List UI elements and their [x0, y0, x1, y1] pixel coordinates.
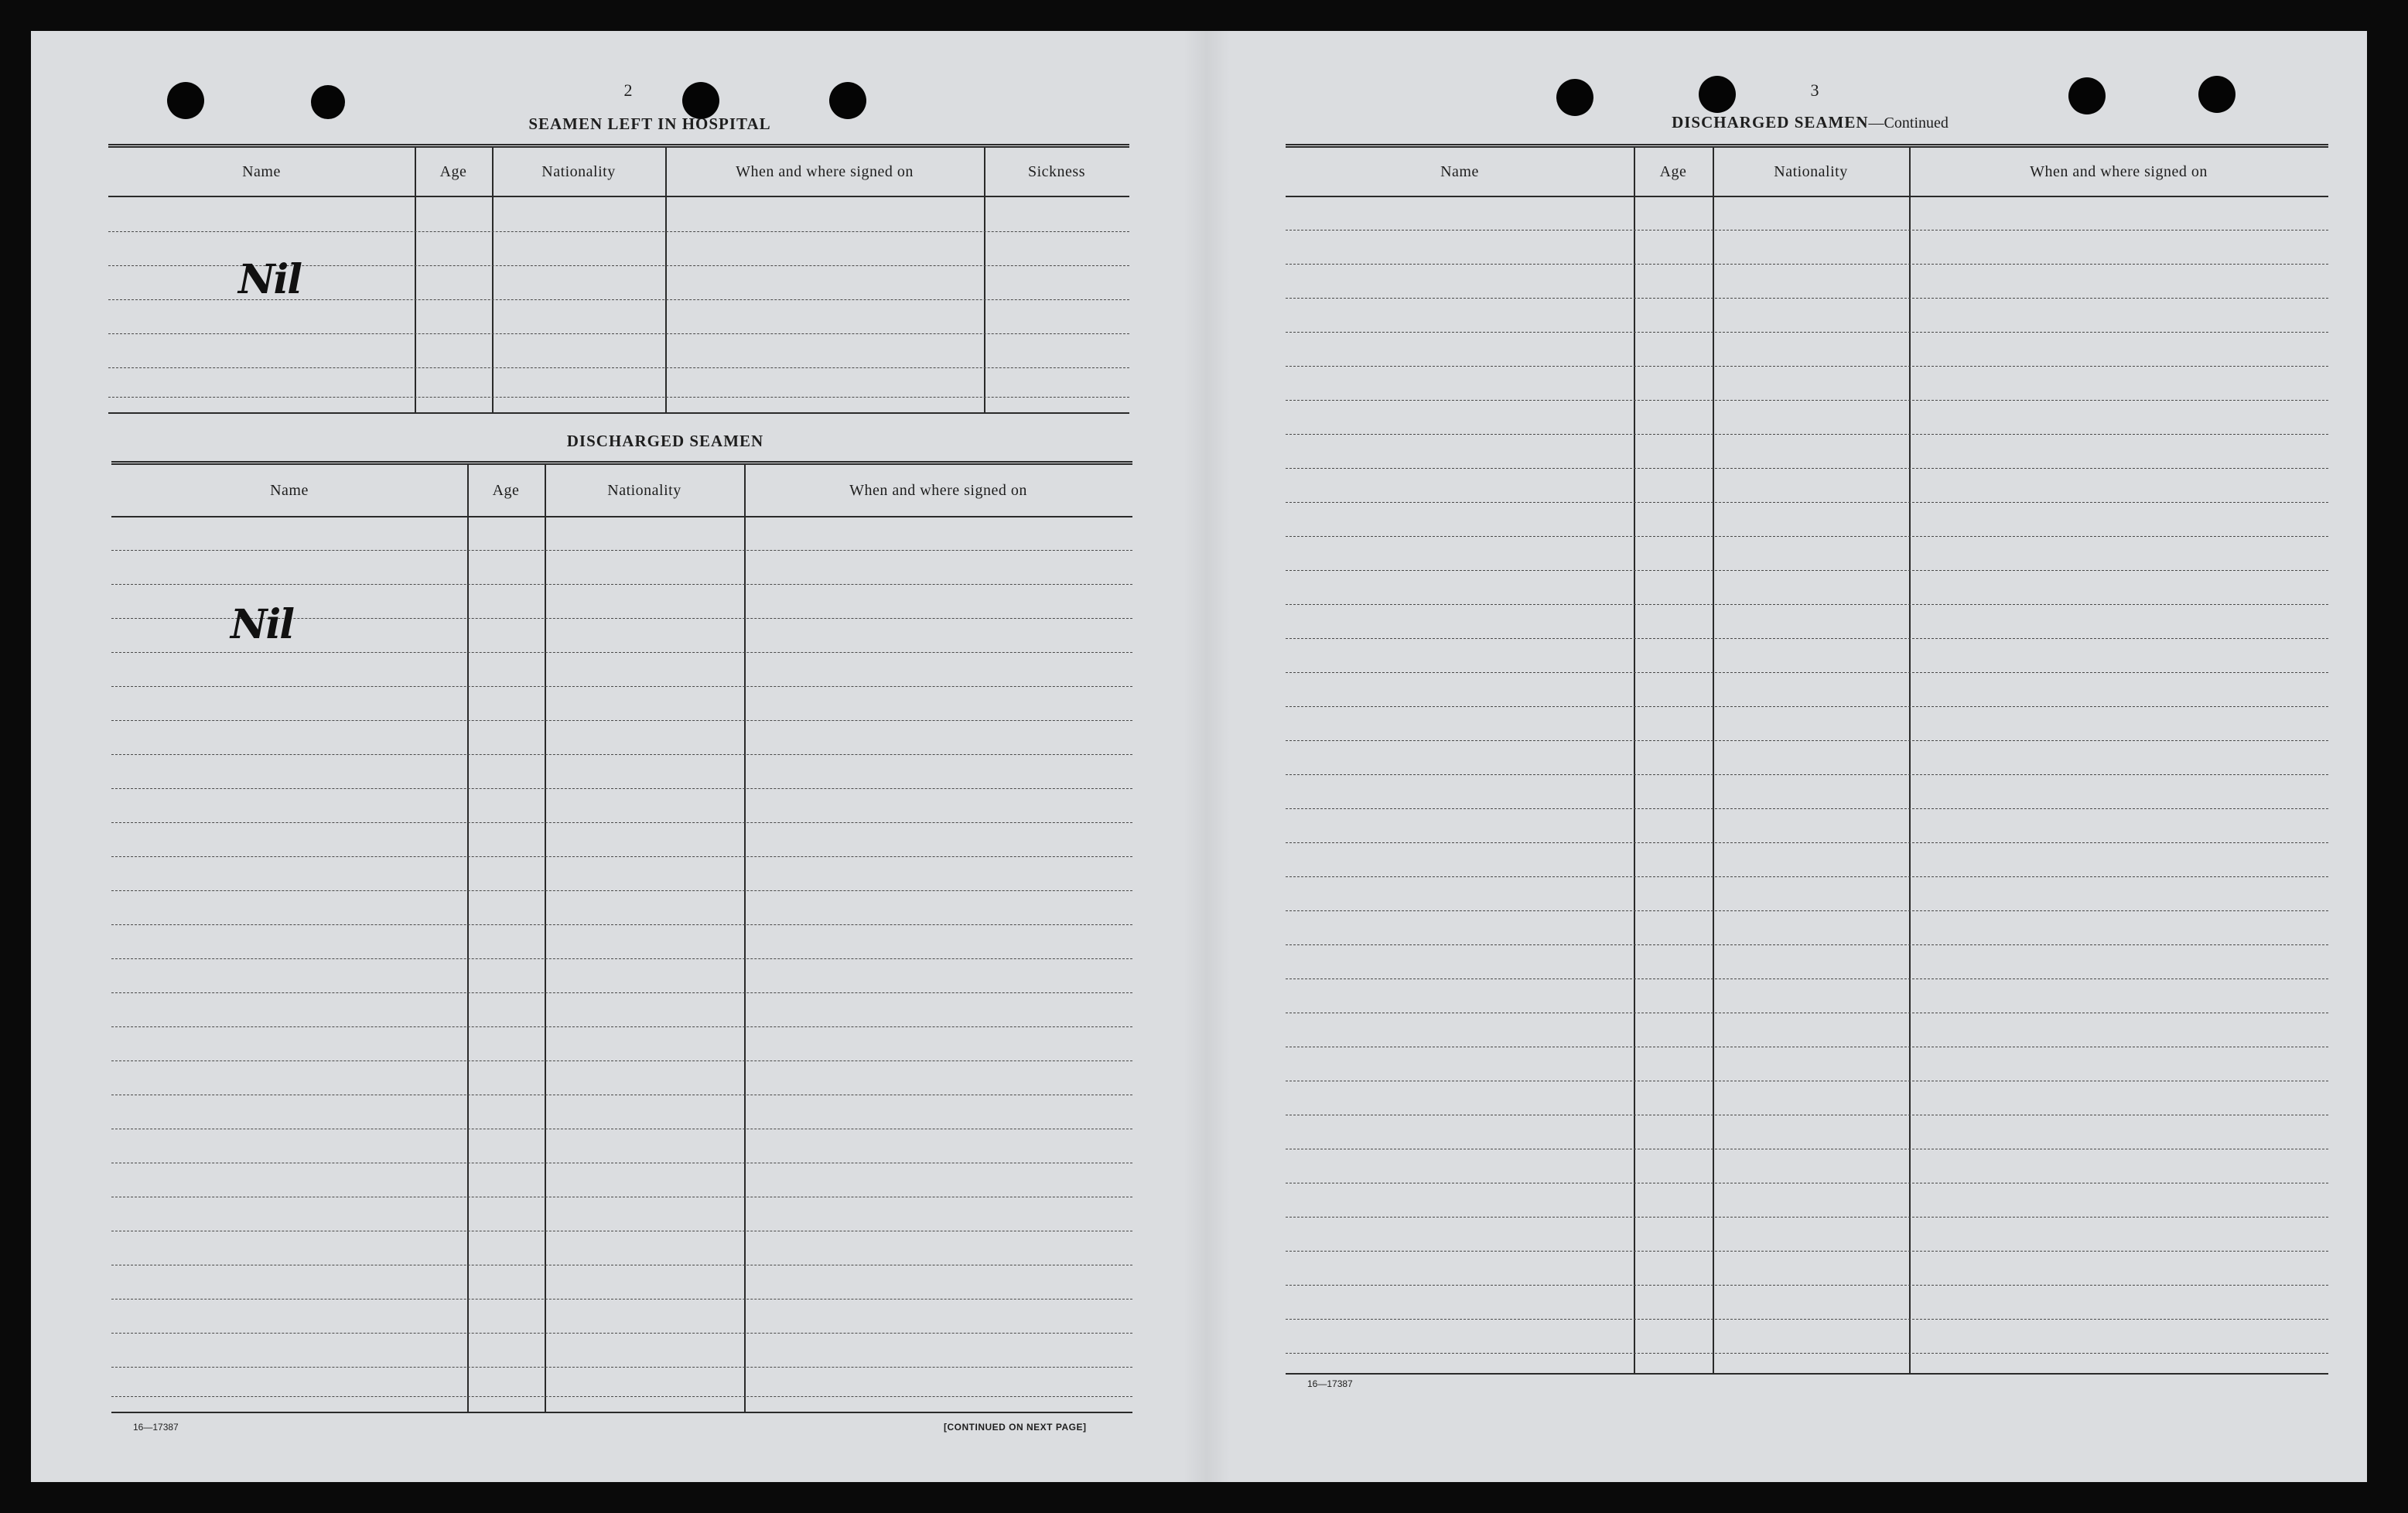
- row-line: [1286, 1319, 2328, 1320]
- form-code-left: 16—17387: [133, 1422, 179, 1433]
- column-header-name: Name: [1440, 162, 1479, 180]
- row-line: [1286, 1285, 2328, 1286]
- row-line: [111, 754, 1132, 755]
- column-divider: [415, 148, 416, 412]
- row-line: [1286, 434, 2328, 435]
- title-main: DISCHARGED SEAMEN: [1672, 113, 1869, 131]
- handwritten-entry: Nil: [231, 601, 294, 648]
- row-line: [1286, 366, 2328, 367]
- row-line: [1286, 1251, 2328, 1252]
- row-line: [1286, 298, 2328, 299]
- row-line: [111, 788, 1132, 789]
- row-line: [1286, 502, 2328, 503]
- column-divider: [467, 465, 469, 1412]
- row-line: [1286, 604, 2328, 605]
- row-line: [1286, 706, 2328, 707]
- row-line: [111, 1299, 1132, 1300]
- document-sheet: [31, 31, 2367, 1482]
- row-line: [111, 652, 1132, 653]
- column-divider: [665, 148, 667, 412]
- column-header-nationality: Nationality: [1774, 162, 1848, 180]
- page-fold: [1184, 31, 1230, 1482]
- row-line: [1286, 944, 2328, 945]
- form-code-right: 16—17387: [1307, 1378, 1353, 1389]
- handwritten-entry: Nil: [238, 256, 302, 303]
- column-header-signed-on: When and where signed on: [849, 481, 1027, 499]
- hospital-table: [108, 144, 1129, 415]
- row-line: [108, 231, 1129, 232]
- discharged-continued-header: [1286, 148, 2328, 197]
- row-line: [1286, 400, 2328, 401]
- column-header-age: Age: [1659, 162, 1687, 180]
- column-header-name: Name: [242, 162, 281, 180]
- page-number-left: 2: [623, 80, 633, 100]
- column-divider: [984, 148, 985, 412]
- punch-hole: [1556, 79, 1593, 116]
- row-line: [111, 720, 1132, 721]
- discharged-table-right: [1286, 144, 2328, 1378]
- discharged-table-left: [111, 461, 1132, 1416]
- row-line: [1286, 672, 2328, 673]
- row-line: [1286, 774, 2328, 775]
- column-header-name: Name: [270, 481, 309, 499]
- discharged-table-header: [111, 465, 1132, 517]
- row-line: [111, 992, 1132, 993]
- row-line: [1286, 536, 2328, 537]
- row-line: [1286, 468, 2328, 469]
- column-divider: [744, 465, 746, 1412]
- punch-hole: [311, 85, 345, 119]
- table-bottom-rule: [111, 1412, 1132, 1413]
- column-header-signed-on: When and where signed on: [2030, 162, 2208, 180]
- row-line: [1286, 842, 2328, 843]
- row-line: [111, 686, 1132, 687]
- row-line: [111, 584, 1132, 585]
- punch-hole: [682, 82, 719, 119]
- row-line: [111, 550, 1132, 551]
- continued-note: [CONTINUED ON NEXT PAGE]: [944, 1422, 1087, 1433]
- row-line: [108, 367, 1129, 368]
- punch-hole: [2068, 77, 2106, 114]
- row-line: [111, 822, 1132, 823]
- punch-hole: [1699, 76, 1736, 113]
- row-line: [111, 1396, 1132, 1397]
- row-line: [1286, 1353, 2328, 1354]
- table-bottom-rule: [108, 412, 1129, 414]
- column-header-signed-on: When and where signed on: [736, 162, 914, 180]
- row-line: [1286, 808, 2328, 809]
- row-line: [111, 856, 1132, 857]
- row-line: [108, 397, 1129, 398]
- column-header-age: Age: [492, 481, 520, 499]
- column-header-sickness: Sickness: [1028, 162, 1085, 180]
- row-line: [1286, 740, 2328, 741]
- row-line: [111, 1333, 1132, 1334]
- punch-hole: [167, 82, 204, 119]
- punch-hole: [2198, 76, 2236, 113]
- row-line: [1286, 638, 2328, 639]
- column-header-nationality: Nationality: [541, 162, 616, 180]
- table-bottom-rule: [1286, 1373, 2328, 1375]
- discharged-continued-title: [1539, 113, 2081, 132]
- row-line: [1286, 978, 2328, 979]
- row-line: [111, 1026, 1132, 1027]
- page-number-right: 3: [1810, 80, 1819, 100]
- column-header-age: Age: [439, 162, 467, 180]
- row-line: [111, 1367, 1132, 1368]
- row-line: [108, 333, 1129, 334]
- row-line: [1286, 264, 2328, 265]
- hospital-table-header: [108, 148, 1129, 197]
- column-divider: [545, 465, 546, 1412]
- row-line: [1286, 332, 2328, 333]
- hospital-section-title: SEAMEN LEFT IN HOSPITAL: [528, 114, 771, 133]
- title-suffix: —Continued: [1868, 114, 1949, 131]
- row-line: [111, 958, 1132, 959]
- column-header-nationality: Nationality: [607, 481, 681, 499]
- row-line: [1286, 570, 2328, 571]
- discharged-section-title: DISCHARGED SEAMEN: [566, 432, 764, 450]
- row-line: [111, 1060, 1132, 1061]
- punch-hole: [829, 82, 866, 119]
- row-line: [111, 890, 1132, 891]
- column-divider: [492, 148, 494, 412]
- row-line: [111, 924, 1132, 925]
- row-line: [1286, 1217, 2328, 1218]
- row-line: [1286, 230, 2328, 231]
- row-line: [1286, 876, 2328, 877]
- row-line: [1286, 910, 2328, 911]
